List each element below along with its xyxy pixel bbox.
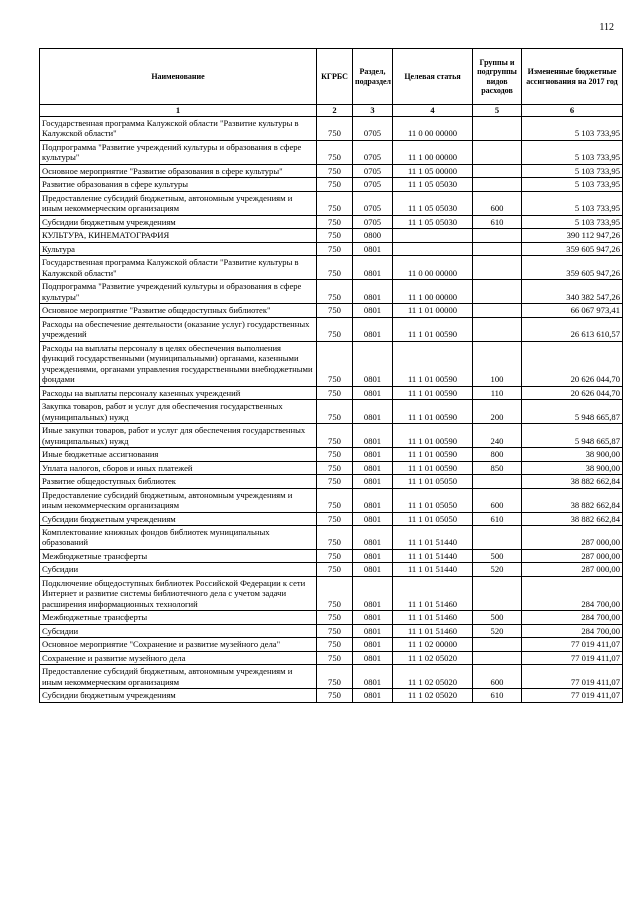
cell-target-article: 11 1 01 00590 [393,386,473,399]
header-kgrbs: КГРБС [317,49,353,105]
cell-expense-type: 600 [473,665,522,689]
cell-target-article: 11 1 05 05030 [393,215,473,228]
cell-target-article: 11 1 01 00590 [393,461,473,474]
cell-kgrbs: 750 [317,164,353,177]
cell-amount: 66 067 973,41 [522,304,623,317]
cell-kgrbs: 750 [317,512,353,525]
budget-table [39,48,623,703]
cell-kgrbs: 750 [317,140,353,164]
cell-target-article: 11 1 00 00000 [393,140,473,164]
cell-expense-type: 610 [473,215,522,228]
table-row [40,191,623,215]
cell-razdel: 0801 [353,256,393,280]
table-row [40,229,623,242]
cell-razdel: 0801 [353,461,393,474]
cell-amount: 77 019 411,07 [522,665,623,689]
cell-razdel: 0705 [353,178,393,191]
cell-amount: 38 882 662,84 [522,488,623,512]
table-row [40,624,623,637]
cell-target-article: 11 0 00 00000 [393,117,473,141]
table-row [40,178,623,191]
cell-kgrbs: 750 [317,191,353,215]
cell-kgrbs: 750 [317,475,353,488]
table-row [40,215,623,228]
table-row [40,341,623,386]
cell-name: Субсидии бюджетным учреждениям [40,689,317,702]
table-row [40,304,623,317]
cell-target-article: 11 1 05 00000 [393,164,473,177]
cell-kgrbs: 750 [317,256,353,280]
cell-target-article: 11 0 00 00000 [393,256,473,280]
cell-name: Государственная программа Калужской области "Развитие культуры в Калужской области" [40,117,317,141]
cell-name: Предоставление субсидий бюджетным, автономным учреждениям и иным некоммерческим организациям [40,488,317,512]
cell-name: Основное мероприятие "Сохранение и развитие музейного дела" [40,638,317,651]
cell-expense-type [473,242,522,255]
cell-kgrbs: 750 [317,304,353,317]
cell-expense-type: 800 [473,448,522,461]
cell-razdel: 0801 [353,475,393,488]
cell-expense-type: 600 [473,488,522,512]
cell-kgrbs: 750 [317,341,353,386]
cell-expense-type: 500 [473,611,522,624]
cell-kgrbs: 750 [317,611,353,624]
table-row [40,563,623,576]
cell-razdel: 0800 [353,229,393,242]
cell-razdel: 0705 [353,117,393,141]
cell-expense-type [473,256,522,280]
cell-target-article: 11 1 01 51460 [393,576,473,610]
cell-target-article: 11 1 02 05020 [393,665,473,689]
cell-razdel: 0801 [353,341,393,386]
cell-name: Иные бюджетные ассигнования [40,448,317,461]
cell-expense-type [473,638,522,651]
cell-razdel: 0801 [353,624,393,637]
cell-target-article: 11 1 01 05050 [393,488,473,512]
cell-amount: 359 605 947,26 [522,242,623,255]
cell-kgrbs: 750 [317,576,353,610]
cell-razdel: 0801 [353,448,393,461]
cell-amount: 38 900,00 [522,461,623,474]
cell-razdel: 0801 [353,689,393,702]
cell-kgrbs: 750 [317,215,353,228]
cell-expense-type [473,576,522,610]
cell-amount: 5 103 733,95 [522,140,623,164]
table-row [40,448,623,461]
cell-kgrbs: 750 [317,525,353,549]
cell-amount: 287 000,00 [522,563,623,576]
cell-expense-type: 610 [473,512,522,525]
cell-kgrbs: 750 [317,651,353,664]
cell-kgrbs: 750 [317,424,353,448]
table-row [40,576,623,610]
cell-expense-type: 610 [473,689,522,702]
cell-target-article: 11 1 01 51440 [393,525,473,549]
table-body [40,117,623,703]
cell-kgrbs: 750 [317,280,353,304]
cell-expense-type [473,140,522,164]
cell-expense-type [473,317,522,341]
cell-name: Субсидии бюджетным учреждениям [40,215,317,228]
cell-amount: 38 900,00 [522,448,623,461]
cell-kgrbs: 750 [317,461,353,474]
column-number: 4 [393,105,473,117]
cell-name: Развитие общедоступных библиотек [40,475,317,488]
cell-target-article [393,242,473,255]
cell-name: Культура [40,242,317,255]
cell-expense-type: 240 [473,424,522,448]
table-row [40,689,623,702]
cell-target-article: 11 1 01 00590 [393,317,473,341]
header-razdel: Раздел, подраздел [353,49,393,105]
cell-name: Комплектование книжных фондов библиотек муниципальных образований [40,525,317,549]
cell-razdel: 0801 [353,512,393,525]
cell-amount: 5 103 733,95 [522,215,623,228]
cell-name: Государственная программа Калужской области "Развитие культуры в Калужской области" [40,256,317,280]
cell-razdel: 0801 [353,651,393,664]
table-row [40,140,623,164]
cell-expense-type [473,475,522,488]
cell-expense-type [473,117,522,141]
cell-name: Сохранение и развитие музейного дела [40,651,317,664]
cell-target-article: 11 1 01 51440 [393,549,473,562]
cell-amount: 284 700,00 [522,611,623,624]
cell-target-article: 11 1 01 00590 [393,424,473,448]
cell-amount: 38 882 662,84 [522,512,623,525]
cell-expense-type: 500 [473,549,522,562]
cell-razdel: 0801 [353,280,393,304]
cell-amount: 5 103 733,95 [522,178,623,191]
cell-amount: 287 000,00 [522,549,623,562]
cell-name: Межбюджетные трансферты [40,549,317,562]
cell-name: Межбюджетные трансферты [40,611,317,624]
cell-name: Предоставление субсидий бюджетным, автономным учреждениям и иным некоммерческим организациям [40,191,317,215]
cell-name: Основное мероприятие "Развитие общедоступных библиотек" [40,304,317,317]
cell-name: КУЛЬТУРА, КИНЕМАТОГРАФИЯ [40,229,317,242]
cell-name: Уплата налогов, сборов и иных платежей [40,461,317,474]
cell-expense-type: 600 [473,191,522,215]
cell-expense-type: 200 [473,400,522,424]
cell-razdel: 0801 [353,549,393,562]
cell-expense-type [473,178,522,191]
cell-amount: 77 019 411,07 [522,689,623,702]
cell-name: Закупка товаров, работ и услуг для обеспечения государственных (муниципальных) нужд [40,400,317,424]
cell-expense-type [473,651,522,664]
cell-name: Подпрограмма "Развитие учреждений культуры и образования в сфере культуры" [40,280,317,304]
cell-amount: 5 103 733,95 [522,164,623,177]
cell-expense-type: 100 [473,341,522,386]
table-row [40,651,623,664]
table-row [40,317,623,341]
cell-expense-type: 520 [473,624,522,637]
cell-amount: 359 605 947,26 [522,256,623,280]
table-row [40,280,623,304]
cell-razdel: 0801 [353,424,393,448]
cell-target-article: 11 1 02 00000 [393,638,473,651]
cell-target-article: 11 1 01 00590 [393,448,473,461]
cell-target-article: 11 1 01 00590 [393,400,473,424]
cell-amount: 5 948 665,87 [522,400,623,424]
cell-amount: 340 382 547,26 [522,280,623,304]
table-header-row [40,49,623,105]
cell-target-article: 11 1 01 51460 [393,611,473,624]
table-row [40,386,623,399]
cell-razdel: 0801 [353,386,393,399]
cell-amount: 20 626 044,70 [522,341,623,386]
cell-expense-type: 850 [473,461,522,474]
cell-expense-type: 520 [473,563,522,576]
cell-name: Предоставление субсидий бюджетным, автономным учреждениям и иным некоммерческим организациям [40,665,317,689]
cell-razdel: 0801 [353,638,393,651]
cell-kgrbs: 750 [317,488,353,512]
cell-amount: 77 019 411,07 [522,651,623,664]
table-row [40,525,623,549]
cell-razdel: 0705 [353,215,393,228]
cell-amount: 38 882 662,84 [522,475,623,488]
cell-name: Развитие образования в сфере культуры [40,178,317,191]
cell-razdel: 0801 [353,242,393,255]
cell-razdel: 0705 [353,191,393,215]
header-csr: Целевая статья [393,49,473,105]
cell-target-article: 11 1 02 05020 [393,689,473,702]
cell-expense-type [473,525,522,549]
header-sum: Измененные бюджетные ассигнования на 2017 год [522,49,623,105]
cell-name: Подпрограмма "Развитие учреждений культуры и образования в сфере культуры" [40,140,317,164]
cell-kgrbs: 750 [317,229,353,242]
cell-kgrbs: 750 [317,689,353,702]
cell-target-article: 11 1 02 05020 [393,651,473,664]
column-number: 6 [522,105,623,117]
cell-name: Расходы на обеспечение деятельности (оказание услуг) государственных учреждений [40,317,317,341]
cell-kgrbs: 750 [317,117,353,141]
cell-target-article: 11 1 01 00590 [393,341,473,386]
cell-amount: 77 019 411,07 [522,638,623,651]
cell-target-article: 11 1 01 05050 [393,512,473,525]
cell-amount: 20 626 044,70 [522,386,623,399]
header-vr: Группы и подгруппы видов расходов [473,49,522,105]
cell-amount: 284 700,00 [522,576,623,610]
cell-target-article: 11 1 01 00000 [393,304,473,317]
cell-razdel: 0705 [353,140,393,164]
cell-expense-type: 110 [473,386,522,399]
cell-name: Субсидии [40,563,317,576]
table-row [40,488,623,512]
cell-amount: 5 103 733,95 [522,117,623,141]
cell-target-article: 11 1 00 00000 [393,280,473,304]
column-number-row [40,105,623,117]
cell-expense-type [473,229,522,242]
table-row [40,117,623,141]
cell-target-article: 11 1 01 05050 [393,475,473,488]
cell-kgrbs: 750 [317,386,353,399]
page-number: 112 [599,22,614,33]
cell-amount: 287 000,00 [522,525,623,549]
column-number: 5 [473,105,522,117]
cell-amount: 26 613 610,57 [522,317,623,341]
cell-name: Субсидии бюджетным учреждениям [40,512,317,525]
cell-razdel: 0801 [353,665,393,689]
cell-kgrbs: 750 [317,624,353,637]
table-row [40,164,623,177]
cell-name: Иные закупки товаров, работ и услуг для обеспечения государственных (муниципальных) нужд [40,424,317,448]
cell-kgrbs: 750 [317,665,353,689]
cell-kgrbs: 750 [317,563,353,576]
cell-name: Основное мероприятие "Развитие образования в сфере культуры" [40,164,317,177]
cell-name: Подключение общедоступных библиотек Российской Федерации к сети Интернет и развитие системы библиотечного дела с учетом задачи расширения информационных технологий [40,576,317,610]
header-name: Наименование [40,49,317,105]
table-row [40,475,623,488]
cell-amount: 5 103 733,95 [522,191,623,215]
table-row [40,256,623,280]
table-row [40,549,623,562]
cell-expense-type [473,164,522,177]
cell-name: Расходы на выплаты персоналу казенных учреждений [40,386,317,399]
cell-target-article: 11 1 05 05030 [393,191,473,215]
cell-razdel: 0801 [353,400,393,424]
cell-kgrbs: 750 [317,549,353,562]
column-number: 3 [353,105,393,117]
cell-name: Расходы на выплаты персоналу в целях обеспечения выполнения функций государственными (муниципальными) органами, казенными учреждениями, органами управления государственными внебюджетными фондами [40,341,317,386]
table-row [40,400,623,424]
cell-kgrbs: 750 [317,242,353,255]
cell-razdel: 0801 [353,576,393,610]
column-number: 2 [317,105,353,117]
cell-kgrbs: 750 [317,178,353,191]
table-row [40,665,623,689]
table-row [40,611,623,624]
cell-amount: 390 112 947,26 [522,229,623,242]
cell-razdel: 0801 [353,563,393,576]
table-row [40,242,623,255]
cell-kgrbs: 750 [317,400,353,424]
cell-kgrbs: 750 [317,638,353,651]
cell-razdel: 0801 [353,304,393,317]
cell-expense-type [473,304,522,317]
cell-razdel: 0801 [353,611,393,624]
cell-target-article: 11 1 01 51440 [393,563,473,576]
cell-razdel: 0801 [353,317,393,341]
cell-razdel: 0801 [353,525,393,549]
table-row [40,461,623,474]
table-row [40,424,623,448]
cell-amount: 284 700,00 [522,624,623,637]
cell-target-article: 11 1 01 51460 [393,624,473,637]
table-row [40,638,623,651]
column-number: 1 [40,105,317,117]
cell-razdel: 0705 [353,164,393,177]
cell-kgrbs: 750 [317,448,353,461]
cell-target-article [393,229,473,242]
table-row [40,512,623,525]
cell-kgrbs: 750 [317,317,353,341]
cell-razdel: 0801 [353,488,393,512]
cell-name: Субсидии [40,624,317,637]
cell-expense-type [473,280,522,304]
cell-amount: 5 948 665,87 [522,424,623,448]
cell-target-article: 11 1 05 05030 [393,178,473,191]
